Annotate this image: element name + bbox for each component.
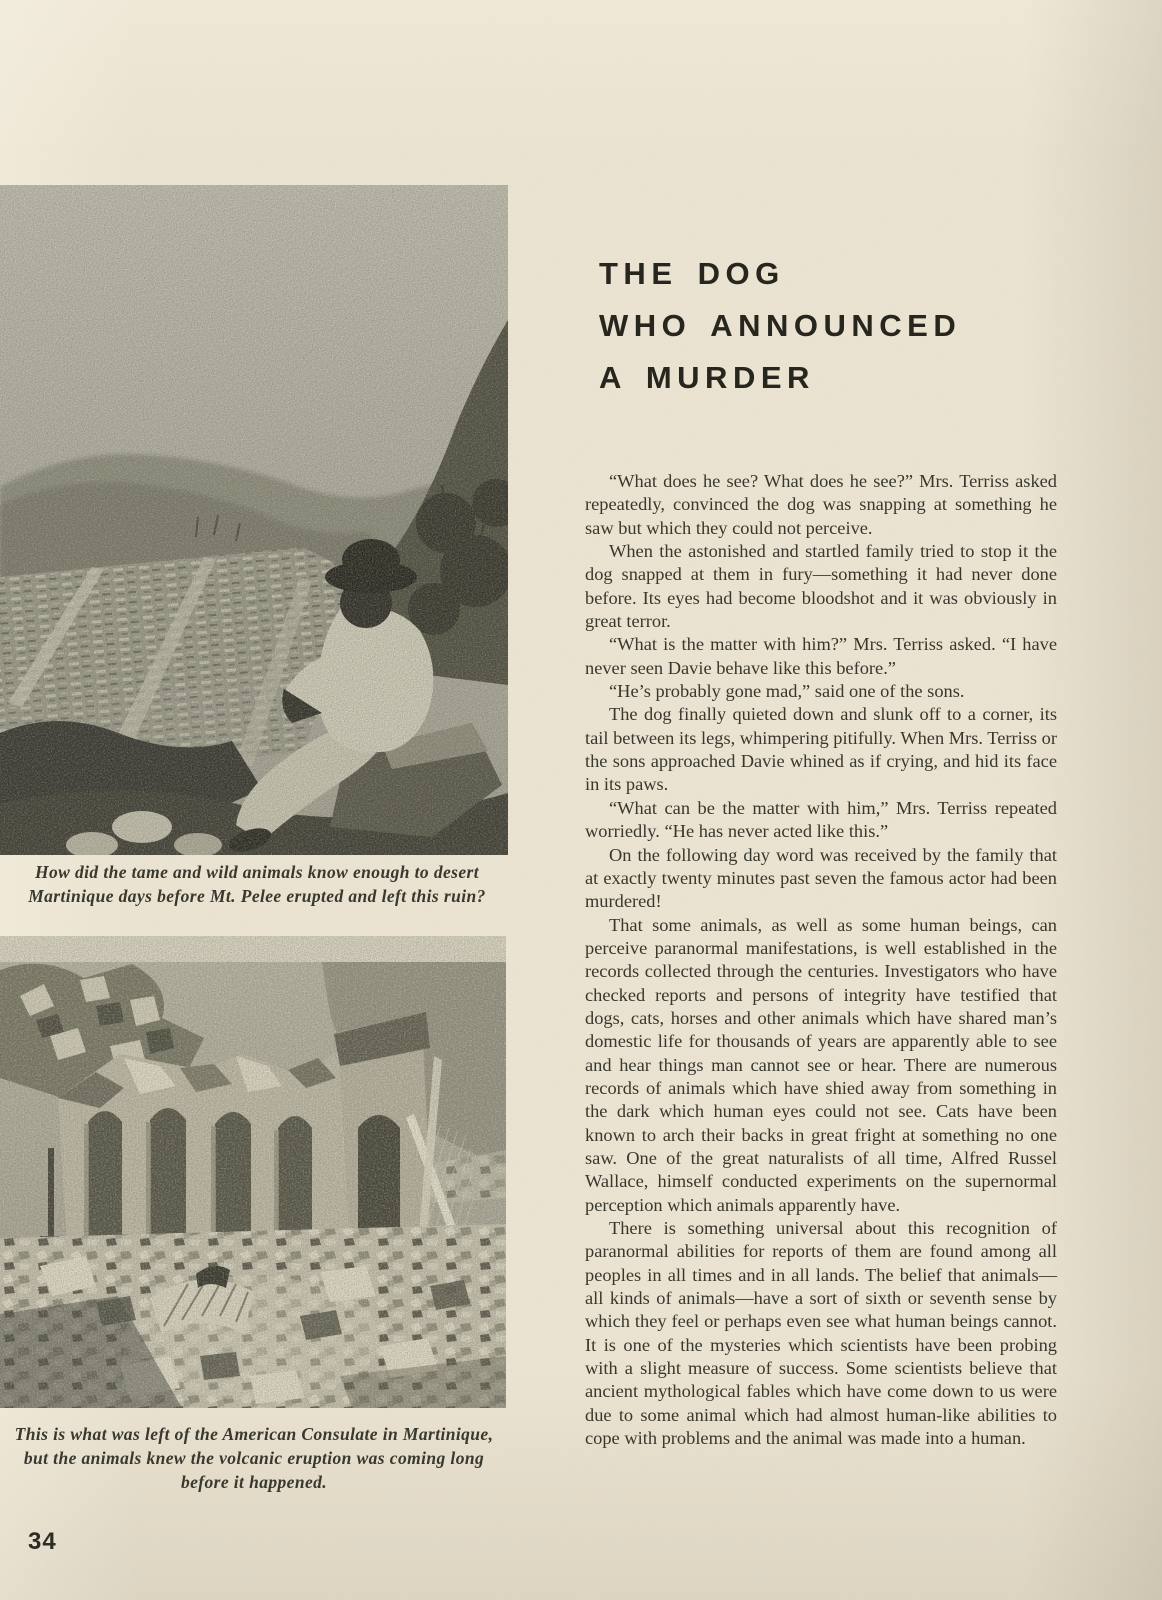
caption-line: How did the tame and wild animals know enough to desert <box>34 862 479 882</box>
paragraph: There is something universal about this recognition of paranormal abilities for reports of them are found among all peoples in all times and in all lands. The belief that animals—all kinds of animals—have a sort of sixth or seventh sense by which they feel or perhaps even see what human beings cannot. It is one of the mysteries which scientists have been probing with a slight measure of success. Some scientists believe that ancient mythological fables which have come down to us were due to some animal which had almost human-like abilities to cope with problems and the animal was made into a human. <box>585 1218 1057 1449</box>
paragraph: On the following day word was received by the family that at exactly twenty minutes past seven the famous actor had been murdered! <box>585 844 1057 912</box>
paragraph: “What can be the matter with him,” Mrs. Terriss repeated worriedly. “He has never acted like this.” <box>585 797 1057 842</box>
paragraph: “What does he see? What does he see?” Mrs. Terriss asked repeatedly, convinced the dog was snapping at something he saw but which they could not perceive. <box>585 471 1057 538</box>
caption-line: Martinique days before Mt. Pelee erupted and left this ruin? <box>28 886 486 906</box>
title-line-2: WHO ANNOUNCED <box>599 308 962 343</box>
photo2-caption <box>10 1422 498 1494</box>
paragraph: That some animals, as well as some human beings, can perceive paranormal manifestations, is well established in the records collected through the centuries. Investigators who have checked reports and persons of integrity have testified that dogs, cats, horses and other animals which have shared man’s domestic life for thousands of years are apparently able to see and hear things man cannot see or hear. There are numerous records of animals which have shied away from something in the dark which human eyes could not see. Cats have been known to arch their backs in great fright at something no one saw. One of the great naturalists of all time, Alfred Russel Wallace, himself conducted experiments on the supernormal perception which animals apparently have. <box>585 914 1057 1215</box>
photo-consulate-ruins <box>0 936 506 1408</box>
title-line-1: THE DOG <box>599 256 785 291</box>
title-line-3: A MURDER <box>599 360 815 395</box>
photo-ruined-city <box>0 185 508 855</box>
article-title <box>599 248 961 404</box>
paragraph: “He’s probably gone mad,” said one of the sons. <box>609 681 965 702</box>
photo1-caption <box>18 860 496 908</box>
caption-line: This is what was left of the American Consulate in Martinique, <box>14 1424 494 1444</box>
paragraph: “What is the matter with him?” Mrs. Terriss asked. “I have never seen Davie behave like this before.” <box>585 634 1057 678</box>
ruined-city-illustration <box>0 185 508 855</box>
caption-line: before it happened. <box>180 1472 328 1492</box>
paragraph: When the astonished and startled family tried to stop it the dog snapped at them in fury—something it had never done before. Its eyes had become bloodshot and it was obviously in great terror. <box>585 541 1057 632</box>
article-body <box>585 470 1057 1450</box>
caption-line: but the animals knew the volcanic eruption was coming long <box>23 1448 485 1468</box>
consulate-ruins-illustration <box>0 936 506 1408</box>
page-number: 34 <box>28 1528 57 1555</box>
paragraph: The dog finally quieted down and slunk off to a corner, its tail between its legs, whimpering pitifully. When Mrs. Terriss or the sons approached Davie whined as if crying, and hid its face in its paws. <box>585 704 1057 795</box>
